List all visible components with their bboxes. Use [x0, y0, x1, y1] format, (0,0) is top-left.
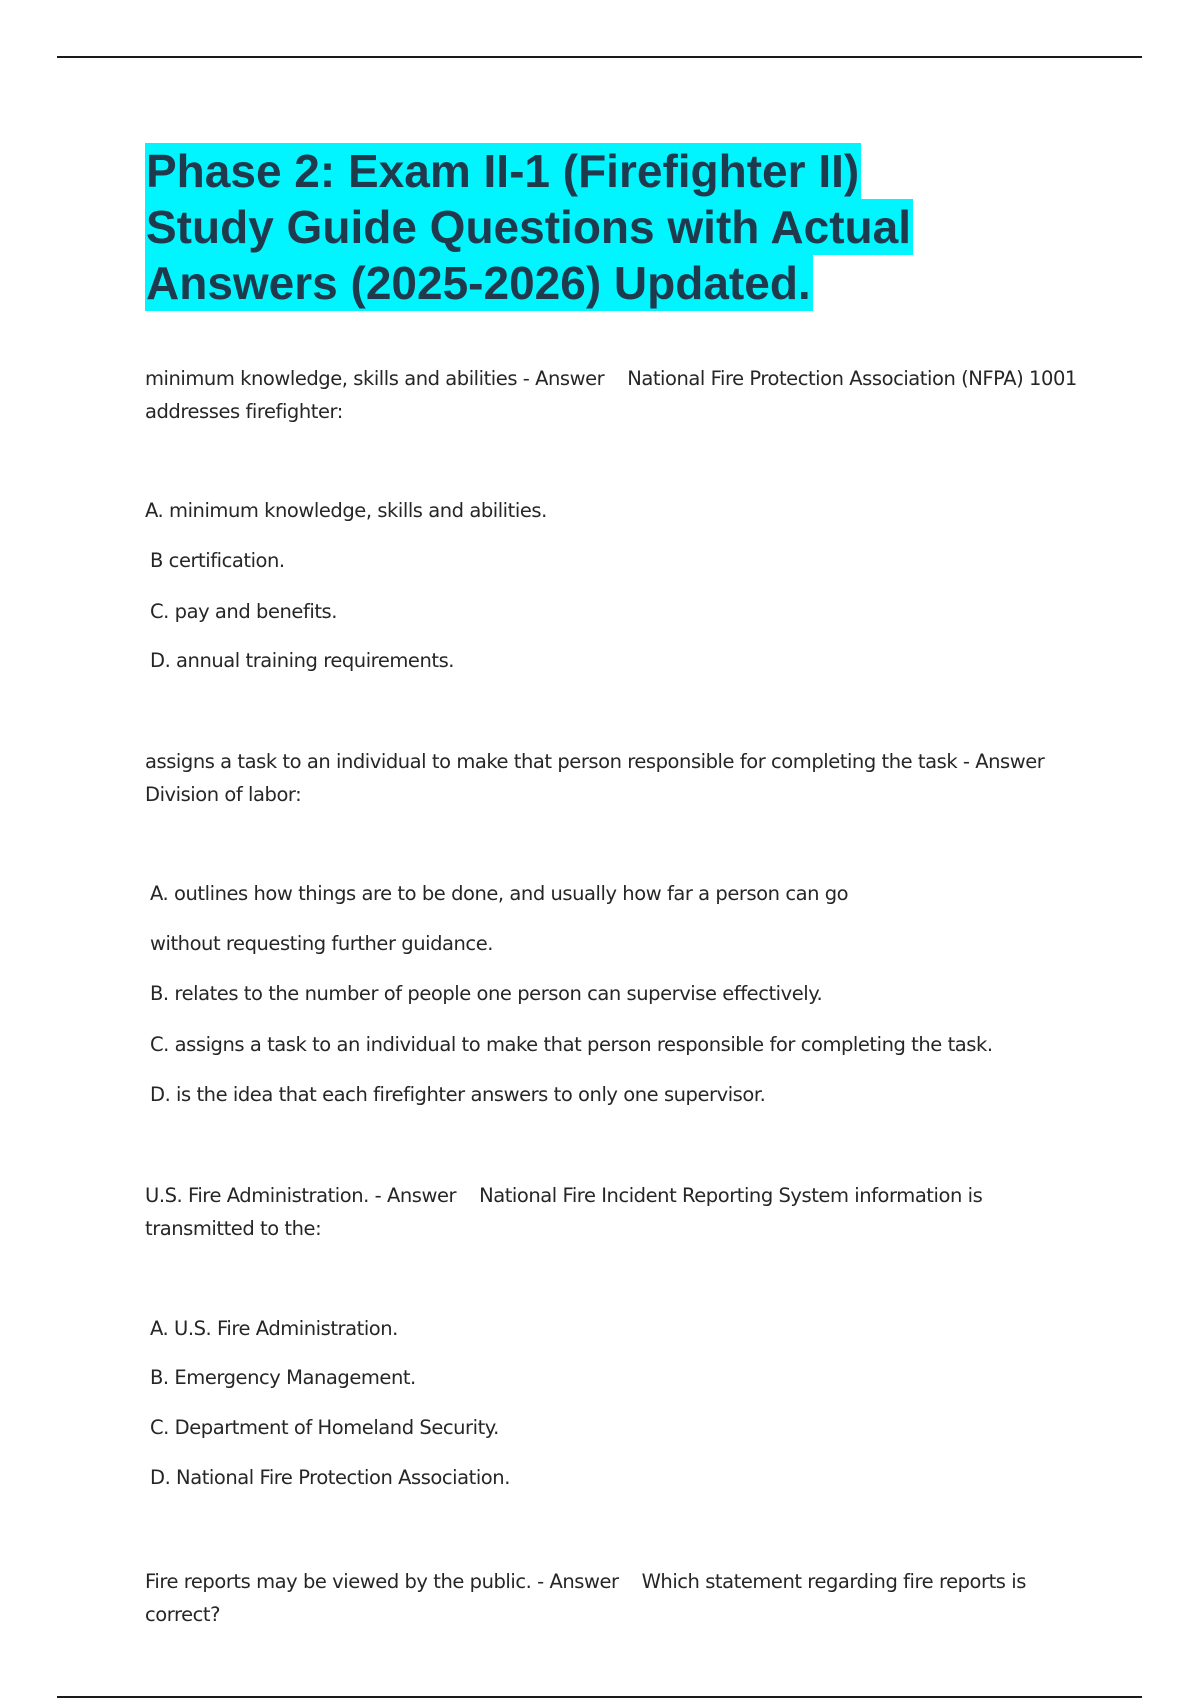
- question-3-option-b: B. Emergency Management.: [150, 1366, 416, 1389]
- title-line-1: Phase 2: Exam II-1 (Firefighter II): [146, 145, 860, 197]
- document-title: [145, 143, 913, 311]
- question-3-option-c: C. Department of Homeland Security.: [150, 1416, 499, 1439]
- footer-rule: [57, 1696, 1142, 1698]
- question-3-option-a: A. U.S. Fire Administration.: [150, 1317, 398, 1340]
- question-2-option-b: B. relates to the number of people one person can supervise effectively.: [150, 982, 823, 1005]
- question-2-option-a: A. outlines how things are to be done, and usually how far a person can go: [150, 882, 849, 905]
- question-1-prompt: minimum knowledge, skills and abilities - Answer National Fire Protection Association (NFPA) 1001 addresses firefighter:: [145, 367, 1083, 423]
- title-line-3: Answers (2025-2026) Updated.: [146, 257, 811, 309]
- question-4-prompt: Fire reports may be viewed by the public. - Answer Which statement regarding fire reports is correct?: [145, 1570, 1032, 1626]
- question-1-option-b: B certification.: [150, 549, 285, 572]
- question-1-option-a: A. minimum knowledge, skills and abilities.: [145, 499, 547, 522]
- question-3-prompt: U.S. Fire Administration. - Answer National Fire Incident Reporting System information is transmitted to the:: [145, 1184, 989, 1240]
- question-3-option-d: D. National Fire Protection Association.: [150, 1466, 510, 1489]
- question-1-option-c: C. pay and benefits.: [150, 600, 337, 623]
- question-2-option-a-continued: without requesting further guidance.: [150, 932, 493, 955]
- question-2-prompt: assigns a task to an individual to make that person responsible for completing the task - Answer Division of labor:: [145, 750, 1051, 806]
- question-2-option-c: C. assigns a task to an individual to make that person responsible for completing the task.: [150, 1033, 993, 1056]
- question-1-option-d: D. annual training requirements.: [150, 649, 455, 672]
- title-line-2: Study Guide Questions with Actual: [146, 201, 912, 253]
- header-rule: [57, 56, 1142, 58]
- question-2-option-d: D. is the idea that each firefighter answers to only one supervisor.: [150, 1083, 766, 1106]
